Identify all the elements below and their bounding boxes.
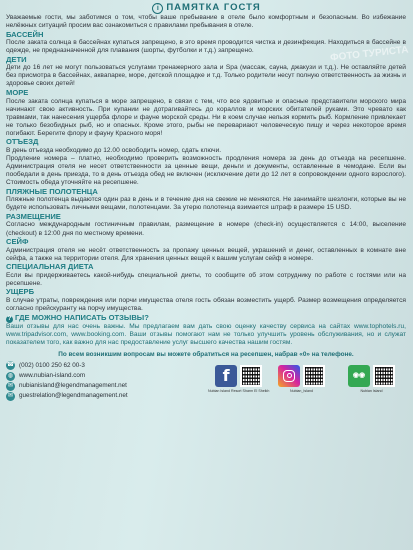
social-tripadvisor	[348, 365, 395, 394]
memo-content	[0, 14, 413, 359]
tripadvisor-caption: Nubian Island	[360, 388, 383, 393]
contacts-list	[6, 361, 186, 402]
reviews-title: ГДЕ МОЖНО НАПИСАТЬ ОТЗЫВЫ?	[15, 312, 149, 322]
kids-title: ДЕТИ	[6, 54, 27, 64]
diet-title: СПЕЦИАЛЬНАЯ ДИЕТА	[6, 262, 94, 272]
checkout-text-2: Продление номера – платно, необходимо проверить возможность продления номера за день до отъезда на ресепшене. Администрация отеля не несет ответственности за ценные вещи, деньги и документы, оставленные в чемодане. Если вы пообедали в день приезда, то в день отъезда обед не включен (исключение дети до 12 лет в сопровождении одного взрослого). Стоимость обеда уточняйте на ресепшене.	[6, 154, 406, 187]
social-instagram	[278, 365, 325, 394]
contact-phone	[6, 361, 186, 371]
intro-text: Уважаемые гости, мы заботимся о том, чтобы ваше пребывание в отеле было комфортным и безопасным. Во избежание нелёжных ситуаций просим вас ознакомиться с правилами пребывания в отеле.	[6, 14, 406, 30]
safe-title: СЕЙФ	[6, 237, 29, 247]
damage-title: УЩЕРБ	[6, 287, 35, 297]
reviews-text: Ваши отзывы для нас очень важны. Мы предлагаем вам дать свою оценку качеству сервиса на сайтах www.tophotels.ru, www.tripadvisor.com, www.booking.com. Ваши отзывы помогают нам не только улучшить уровень обслуживания, но и служат показателем того, как важно для нас предоставление услуг высшего качества нашим гостям.	[6, 322, 406, 346]
mail-icon: ✉	[7, 382, 14, 389]
accommodation-text: Согласно международным гостиничным правилам, размещение в номере (check-in) осуществляется с 14:00, выселение (checkout) в 12:00 дня по местному времени.	[6, 221, 406, 237]
contact-email-1-text: nubianisland@legendmanagement.net	[19, 382, 127, 390]
mail-icon: ✉	[7, 392, 14, 399]
memo-footer	[0, 359, 413, 439]
qr-code-facebook	[240, 365, 262, 387]
globe-icon: ◍	[7, 372, 14, 379]
sea-title: МОРЕ	[6, 88, 29, 98]
reviews-title-row	[6, 314, 406, 323]
checkout-title: ОТЪЕЗД	[6, 137, 39, 147]
memo-title: ПАМЯТКА ГОСТЯ	[166, 2, 261, 13]
instagram-caption: Nubian_Island	[290, 388, 313, 393]
accommodation-title: РАЗМЕЩЕНИЕ	[6, 211, 61, 221]
watermark-text: ФОТО ТУРИСТА	[329, 44, 409, 64]
safe-text: Администрация отеля не несёт ответственность за пропажу ценных вещей, украшений и денег, оставленных в комнате вне сейфа, а также на территории отеля. Для хранения ценных вещей к вашим услугам сейф в номере.	[6, 246, 406, 262]
info-icon: i	[152, 3, 163, 14]
contact-website-text: www.nubian-island.com	[19, 371, 86, 379]
phone-icon: ☎	[6, 362, 15, 369]
damage-text: В случае утраты, повреждения или порчи имущества отеля гость обязан возместить ущерб. Размер возмещения определяется согласно прейскуранту на порчу имущества.	[6, 297, 406, 313]
social-links	[208, 365, 408, 425]
facebook-icon: f	[215, 365, 237, 387]
contact-email-1	[6, 381, 186, 391]
pool-text: После заката солнца в бассейнах купаться запрещено, в это время проводится чистка и дезинфекция. Находиться в бассейне в одежде, не предназначенной для плавания (шорты, футболки и т.д.) запрещено.	[6, 39, 406, 55]
sea-text: После заката солнца купаться в море запрещено, в связи с тем, что все ядовитые и опасные представители морского мира начинают свою активность. При купании не дотрагивайтесь до кораллов и морских обитателей руками. Это чревато как травмами, так нанесения ущерба флоре и фауне морской среды. Ни в коем случае нельзя кормить рыб. Кормление привлекает не только безобидных рыб, но и опасных. Кроме этого, рыбы не перевариают человеческую пищу и через некоторое время погибают. Берегите флору и фауну Красного моря!	[6, 97, 406, 137]
contact-website	[6, 371, 186, 381]
kids-text: Дети до 16 лет не могут пользоваться услугами тренажерного зала и Spa (массаж, сауна, джакузи и т.д.). Не оставляйте детей без присмотра в бассейнах, аквапарке, море, детской площадке и т.д. Только родители несут полную ответственность за жизнь и здоровье своих детей!	[6, 64, 406, 88]
towels-text: Пляжные полотенца выдаются один раз в день и в течение дня на свежие не меняются. Не занимайте шезлонги, которые вы не будете использовать личными вещами, полотенцами. За утерю полотенца взимается штраф в размере 15 USD.	[6, 196, 406, 212]
social-facebook	[208, 365, 269, 394]
contact-phone-text: (002) 0100 250 62 00-3	[19, 361, 85, 369]
reception-question-line: По всем возникшим вопросам вы можете обратиться на ресепшен, набрав «0» на телефоне.	[58, 350, 354, 358]
qr-code-instagram	[303, 365, 325, 387]
diet-text: Если вы придерживаетесь какой-нибудь специальной диеты, то сообщите об этом сотруднику по работе с гостями или на ресепшене.	[6, 271, 406, 287]
instagram-icon	[278, 365, 300, 387]
pool-title: БАССЕЙН	[6, 29, 44, 39]
question-icon: ?	[7, 315, 12, 322]
towels-title: ПЛЯЖНЫЕ ПОЛОТЕНЦА	[6, 186, 98, 196]
facebook-caption: Nubian Island Resort Sharm El Sheikh	[208, 388, 270, 393]
tripadvisor-icon: ◉◉	[348, 365, 370, 387]
memo-header	[0, 0, 413, 14]
contact-email-2-text: guestrelation@legendmanagement.net	[19, 392, 128, 400]
qr-code-tripadvisor	[373, 365, 395, 387]
checkout-text-1: В день отъезда необходимо до 12.00 освободить номер, сдать ключи.	[6, 146, 222, 154]
contact-email-2	[6, 391, 186, 401]
